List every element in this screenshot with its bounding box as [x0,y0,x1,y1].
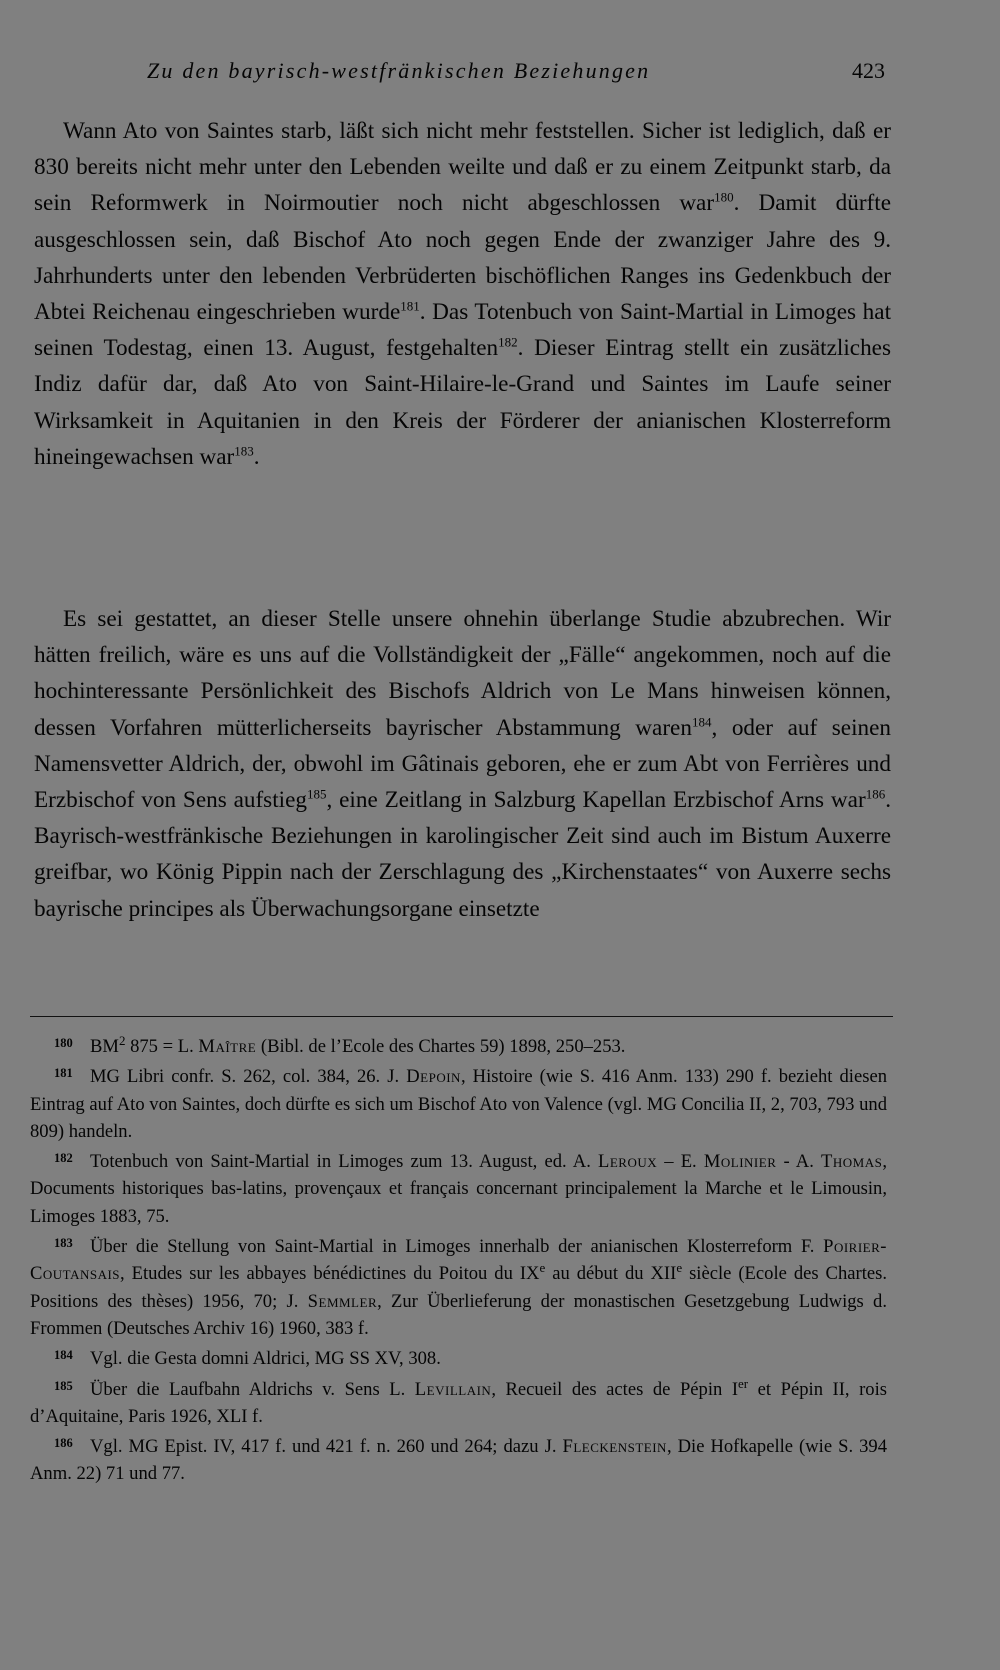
footnote-number: 186 [54,1436,73,1451]
footnote-number: 182 [54,1151,73,1166]
paragraph-text: Wann Ato von Saintes starb, läßt sich nicht mehr feststellen. Sicher ist lediglich, daß er 830 bereits nicht mehr unter den Lebenden weilte und daß er zu einem Zeitpunkt starb, da sein Reformwerk in Noirmoutier noch nicht abgeschlossen war [34,118,891,217]
footnote-ref-181[interactable]: 181 [400,298,420,314]
footnote-183 [30,1230,887,1342]
paragraph-text: Es sei gestattet, an dieser Stelle unsere ohnehin überlange Studie abzubrechen. Wir hätten freilich, wäre es uns auf die Vollständigkeit der „Fälle“ angekommen, noch auf die hochinteressante Persönlichkeit des Bischofs Aldrich von Le Mans hinweisen können, dessen Vorfahren mütterlicherseits bayrischer Abstammung waren [34,606,891,741]
author-name: Molinier [703,1151,777,1173]
footnote-text: Über die Stellung von Saint-Martial in Limoges innerhalb der anianischen Klosterreform F. [90,1236,824,1258]
page-number: 423 [852,58,885,83]
footnote-text: , Etudes sur les abbayes bénédictines du Poitou du IX [120,1263,540,1285]
paragraph-text: . Das Totenbuch von Saint-Martial in Limoges hat seinen Todestag, einen 13. August, festgehalten [34,299,892,362]
footnote-ref-186[interactable]: 186 [865,786,886,802]
paragraph-text: . Damit dürfte ausgeschlossen sein, daß Bischof Ato noch gegen Ende der zwanziger Jahre des 9. Jahrhunderts unter den lebenden Verbrüderten bischöflichen Ranges ins Gedenkbuch der Abtei Reichenau eingeschrieben wurde [34,190,891,326]
author-name: Maître [198,1036,257,1057]
footnote-text: - A. [776,1151,822,1173]
footnote-text: et Pépin II, rois d’Aquitaine, Paris 1926, XLI f. [30,1378,887,1427]
footnote-text: , Recueil des actes de Pépin I [491,1378,739,1400]
paragraph-text: . [253,443,260,470]
author-name: Fleckenstein [562,1436,667,1458]
footnote-ref-183[interactable]: 183 [234,443,254,459]
footnote-ref-184[interactable]: 184 [691,713,712,729]
footnote-ref-185[interactable]: 185 [306,786,327,802]
footnote-text: Vgl. MG Epist. IV, 417 f. und 421 f. n. 260 und 264; dazu J. [90,1436,563,1458]
footnote-184 [30,1342,887,1372]
footnote-181 [30,1060,887,1145]
running-title: Zu den bayrisch-westfränkischen Beziehungen [147,58,651,83]
footnote-185 [30,1373,887,1431]
author-name: Levillain [414,1378,492,1400]
footnote-ref-180[interactable]: 180 [714,189,734,205]
footnote-text: , Histoire (wie S. 416 Anm. 133) 290 f. bezieht diesen Eintrag auf Ato von Saintes, doch dürfte es sich um Bischof Ato von Valence (vgl. MG Concilia II, 2, 703, 793 und 809) handeln. [30,1066,887,1142]
footnote-text: MG Libri confr. S. 262, col. 384, 26. J. [90,1066,407,1088]
footnote-text: Über die Laufbahn Aldrichs v. Sens L. [90,1378,415,1400]
paragraph-text: , oder auf seinen Namensvetter Aldrich, der, obwohl im Gâtinais geboren, ehe er zum Abt von Ferrières und Erzbischof von Sens aufstieg [34,714,891,814]
footnote-text: 875 = L. [125,1036,199,1057]
footnote-text: , Zur Überlieferung der monastischen Gesetzgebung Ludwigs d. Frommen (Deutsches Archiv 16) 1960, 383 f. [30,1290,887,1339]
footnote-ref-182[interactable]: 182 [498,334,518,350]
footnote-text: Totenbuch von Saint-Martial in Limoges zum 13. August, ed. A. [90,1151,598,1173]
footnote-text: (Bibl. de l’Ecole des Chartes 59) 1898, 250–253. [256,1036,626,1057]
footnote-number: 184 [54,1348,73,1363]
footnote-number: 181 [54,1066,73,1081]
footnotes [30,1030,887,1488]
footnote-text: siècle (Ecole des Chartes. Positions des thèses) 1956, 70; J. [30,1263,888,1312]
footnote-text: , Die Hofkapelle (wie S. 394 Anm. 22) 71 und 77. [30,1436,887,1485]
superscript: e [676,1260,683,1276]
footnote-182 [30,1145,887,1230]
author-name: Thomas [821,1151,883,1173]
author-name: Leroux [597,1151,658,1173]
superscript: e [539,1260,546,1276]
paragraph-text: , eine Zeitlang in Salzburg Kapellan Erzbischof Arns war [326,787,866,814]
footnote-number: 183 [54,1236,73,1251]
paragraph-2 [34,601,891,927]
author-name: Poirier-Coutansais [30,1236,887,1285]
author-name: Depoin [406,1066,461,1088]
footnote-180 [30,1030,887,1060]
footnote-number: 185 [54,1378,73,1393]
superscript: er [738,1375,749,1391]
footnote-number: 180 [54,1036,73,1050]
paragraph-text: . Bayrisch-westfränkische Beziehungen in karolingischer Zeit sind auch im Bistum Auxerre greifbar, wo König Pippin nach der Zerschlagung des „Kirchenstaates“ von Auxerre sechs bayrische principes als Überwachungsorgane einsetzte [34,787,891,922]
footnote-text: au début du XII [545,1263,677,1285]
author-name: Semmler [307,1290,378,1312]
footnote-text: , Documents historiques bas-latins, provençaux et français concernant principalement la Marche et le Limousin, Limoges 1883, 75. [30,1151,887,1227]
paragraph-1 [34,113,891,475]
footnote-text: BM [90,1036,119,1057]
footnote-text: Vgl. die Gesta domni Aldrici, MG SS XV, 308. [90,1348,441,1370]
footnote-186 [30,1430,887,1488]
footnote-divider [30,1016,893,1017]
superscript: 2 [118,1032,126,1048]
footnote-text: – E. [657,1151,704,1173]
paragraph-text: . Dieser Eintrag stellt ein zusätzliches Indiz dafür dar, daß Ato von Saint-Hilaire-le-Grand und Saintes im Laufe seiner Wirksamkeit in Aquitanien in den Kreis der Förderer der anianischen Klosterreform hineingewachsen war [34,335,891,470]
